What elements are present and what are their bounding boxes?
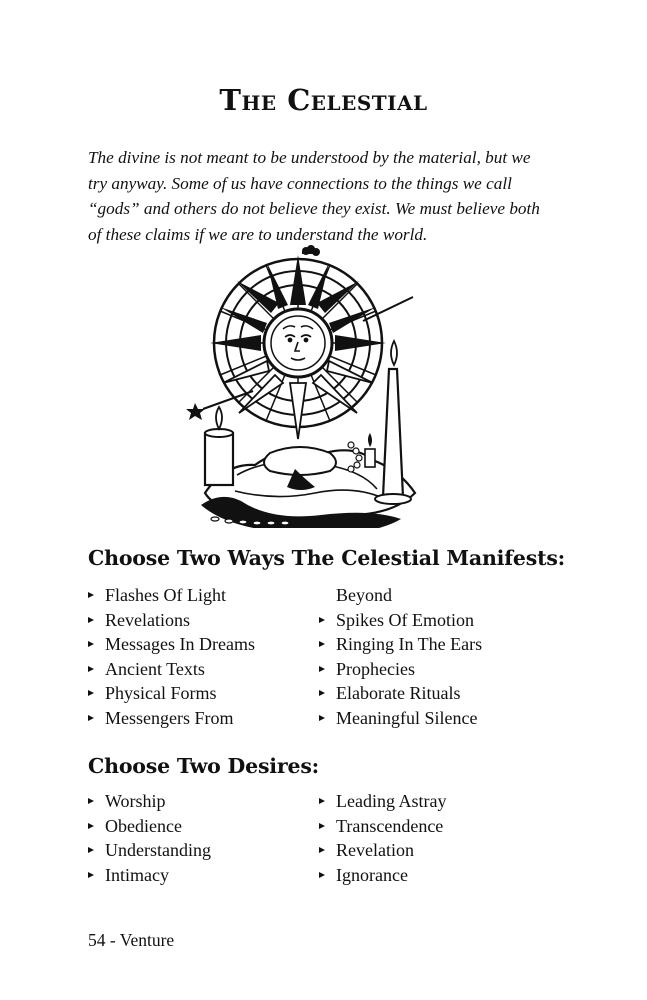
list-item: Obedience xyxy=(88,814,211,839)
page-footer: 54 - Venture xyxy=(88,930,175,950)
list-item: Ancient Texts xyxy=(88,657,255,682)
list-item: Ringing In The Ears xyxy=(319,632,482,657)
bullet-icon xyxy=(88,847,94,853)
manifests-list-col1 xyxy=(88,583,255,730)
bullet-icon xyxy=(319,798,325,804)
bullet-icon xyxy=(88,592,94,598)
page-title: The Celestial xyxy=(219,83,428,117)
desires-list-col2 xyxy=(319,789,446,887)
list-item: Revelation xyxy=(319,838,446,863)
list-item: Flashes Of Light xyxy=(88,583,255,608)
bullet-icon xyxy=(88,666,94,672)
bullet-icon xyxy=(319,872,325,878)
bullet-icon xyxy=(88,798,94,804)
desires-heading: Choose Two Desires: xyxy=(88,754,320,778)
bullet-icon xyxy=(88,715,94,721)
bullet-icon xyxy=(319,715,325,721)
bullet-icon xyxy=(88,690,94,696)
list-item: Intimacy xyxy=(88,863,211,888)
bullet-icon xyxy=(319,823,325,829)
list-item: Spikes Of Emotion xyxy=(319,608,482,633)
list-item: Messengers From xyxy=(88,706,255,731)
list-item: Ignorance xyxy=(319,863,446,888)
bullet-icon xyxy=(88,617,94,623)
bullet-icon xyxy=(88,823,94,829)
bullet-icon xyxy=(319,690,325,696)
bullet-icon xyxy=(319,666,325,672)
list-item: Revelations xyxy=(88,608,255,633)
manifests-list-col2 xyxy=(319,583,482,730)
bullet-icon xyxy=(319,617,325,623)
bullet-icon xyxy=(319,847,325,853)
bullet-icon xyxy=(88,872,94,878)
list-item: Elaborate Rituals xyxy=(319,681,482,706)
list-item: Transcendence xyxy=(319,814,446,839)
intro-paragraph: The divine is not meant to be understood by the material, but we try anyway. Some of us have connections to the things we call “gods” and others do not believe they exist. We must believe both of these claims if we are to understand the world. xyxy=(88,148,540,244)
list-item: Understanding xyxy=(88,838,211,863)
list-item-continuation: Beyond xyxy=(336,585,392,605)
desires-list-col1 xyxy=(88,789,211,887)
list-item: Physical Forms xyxy=(88,681,255,706)
celestial-sun-altar-icon xyxy=(175,243,445,528)
list-item: Messages In Dreams xyxy=(88,632,255,657)
manifests-heading: Choose Two Ways The Celestial Manifests: xyxy=(88,546,566,570)
list-item: Leading Astray xyxy=(319,789,446,814)
bullet-icon xyxy=(88,641,94,647)
list-item: Worship xyxy=(88,789,211,814)
bullet-icon xyxy=(319,641,325,647)
list-item: Prophecies xyxy=(319,657,482,682)
list-item: Meaningful Silence xyxy=(319,706,482,731)
